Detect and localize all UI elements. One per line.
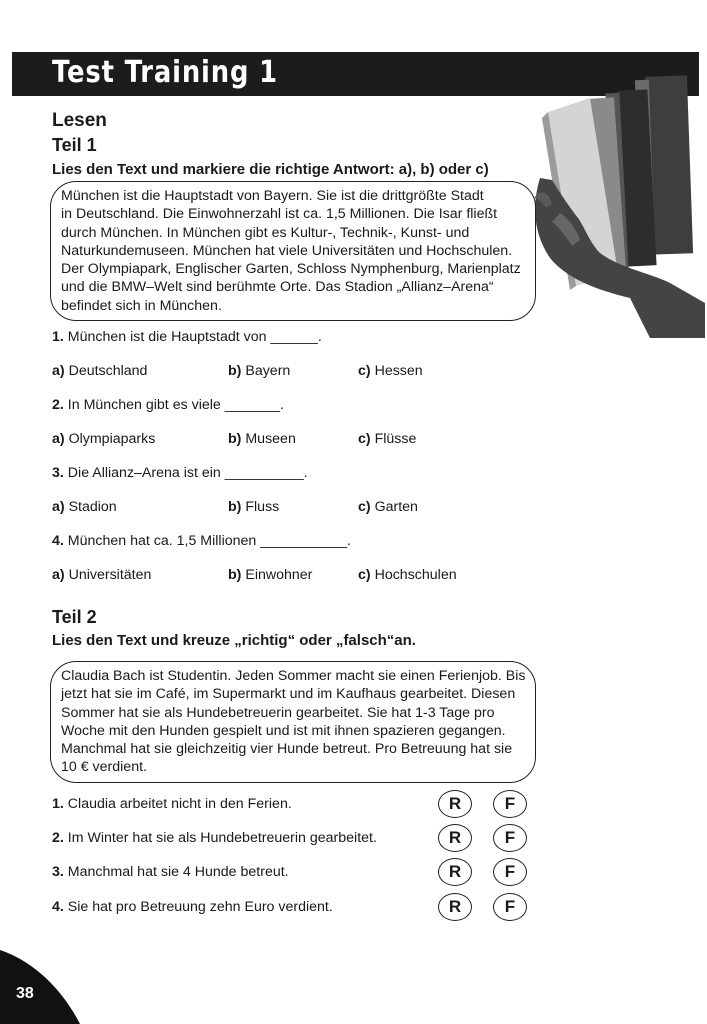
text-line: Woche mit den Hunden gespielt und ist mit ihnen spazieren gegangen. (61, 722, 506, 739)
question-3: 3. Die Allianz–Arena ist ein __________. (52, 465, 308, 481)
answer-option-1b[interactable]: b) Bayern (228, 363, 291, 379)
section-title: Lesen (52, 110, 107, 131)
answer-option-1c[interactable]: c) Hessen (358, 363, 423, 379)
falsch-circle-1[interactable]: F (493, 790, 527, 818)
part2-reading-text (50, 661, 536, 783)
text-line: Der Olympiapark, Englischer Garten, Schloss Nymphenburg, Marienplatz (61, 261, 521, 278)
answer-option-1a[interactable]: a) Deutschland (52, 363, 148, 379)
text-line: jetzt hat sie im Café, im Supermarkt und im Kaufhaus gearbeitet. Diesen (61, 686, 516, 703)
answer-option-4b[interactable]: b) Einwohner (228, 567, 313, 583)
richtig-circle-3[interactable]: R (438, 858, 472, 886)
text-line: München ist die Hauptstadt von Bayern. Sie ist die drittgrößte Stadt (61, 188, 484, 204)
falsch-circle-4[interactable]: F (493, 893, 527, 921)
richtig-circle-2[interactable]: R (438, 824, 472, 852)
text-line: Manchmal hat sie gleichzeitig vier Hunde betreut. Pro Betreuung hat sie (61, 741, 513, 758)
part1-reading-text (50, 181, 536, 321)
statement-3: 3. Manchmal hat sie 4 Hunde betreut. (52, 864, 289, 880)
text-line: in Deutschland. Die Einwohnerzahl ist ca. 1,5 Millionen. Die Isar fließt (61, 206, 498, 223)
text-line: und die BMW–Welt sind berühmte Orte. Das Stadion „Allianz–Arena“ (61, 279, 494, 296)
text-line: befindet sich in München. (61, 297, 222, 314)
statement-2: 2. Im Winter hat sie als Hundebetreuerin gearbeitet. (52, 830, 377, 846)
text-line: durch München. In München gibt es Kultur-, Technik-, Kunst- und (61, 224, 470, 241)
answer-option-3b[interactable]: b) Fluss (228, 499, 280, 515)
answer-option-4c[interactable]: c) Hochschulen (358, 567, 457, 583)
page-corner (0, 940, 80, 1024)
answer-option-3a[interactable]: a) Stadion (52, 499, 117, 515)
page-number: 38 (16, 985, 34, 1002)
part1-instruction: Lies den Text und markiere die richtige Antwort: a), b) oder c) (52, 161, 489, 178)
statement-4: 4. Sie hat pro Betreuung zehn Euro verdient. (52, 899, 333, 915)
text-line: Sommer hat sie als Hundebetreuerin gearbeitet. Sie hat 1-3 Tage pro (61, 704, 495, 721)
text-line: Naturkundemuseen. München hat viele Universitäten und Hochschulen. (61, 242, 513, 259)
part1-title: Teil 1 (52, 135, 97, 155)
text-line: Claudia Bach ist Studentin. Jeden Sommer macht sie einen Ferienjob. Bis (61, 668, 526, 684)
statement-1: 1. Claudia arbeitet nicht in den Ferien. (52, 796, 292, 812)
question-2: 2. In München gibt es viele _______. (52, 397, 284, 413)
falsch-circle-2[interactable]: F (493, 824, 527, 852)
answer-option-3c[interactable]: c) Garten (358, 499, 418, 515)
books-in-hand-icon (530, 68, 705, 338)
falsch-circle-3[interactable]: F (493, 858, 527, 886)
part2-instruction: Lies den Text und kreuze „richtig“ oder „falsch“an. (52, 632, 416, 649)
richtig-circle-4[interactable]: R (438, 893, 472, 921)
page-title: Test Training 1 (52, 55, 278, 90)
text-line: 10 € verdient. (61, 759, 147, 776)
answer-option-2c[interactable]: c) Flüsse (358, 431, 417, 447)
answer-option-4a[interactable]: a) Universitäten (52, 567, 152, 583)
question-1: 1. München ist die Hauptstadt von ______. (52, 329, 322, 345)
richtig-circle-1[interactable]: R (438, 790, 472, 818)
part2-title: Teil 2 (52, 607, 97, 627)
answer-option-2b[interactable]: b) Museen (228, 431, 296, 447)
answer-option-2a[interactable]: a) Olympiaparks (52, 431, 156, 447)
question-4: 4. München hat ca. 1,5 Millionen ___________. (52, 533, 351, 549)
